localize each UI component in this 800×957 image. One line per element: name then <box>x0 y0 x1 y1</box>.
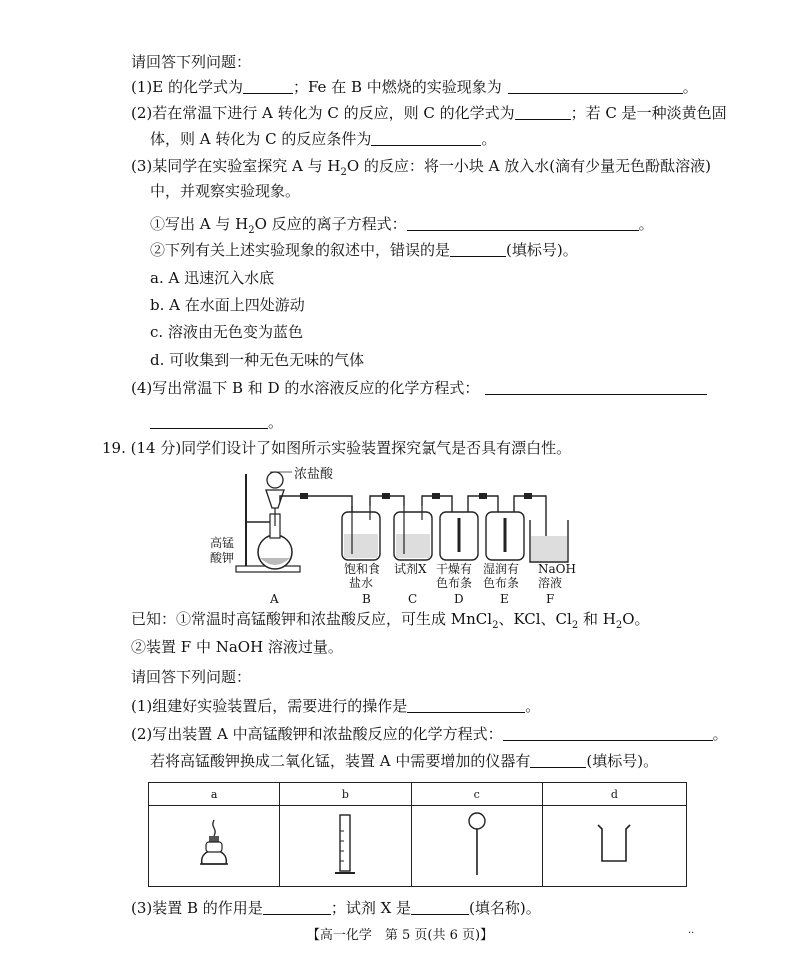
part-2-cont <box>150 751 658 771</box>
table-cell-c <box>411 806 542 887</box>
q2-end: 。 <box>481 130 497 148</box>
answer-blank[interactable] <box>407 216 639 231</box>
question-19-title: 19. (14 分)同学们设计了如图所示实验装置探究氯气是否具有漂白性。 <box>102 439 572 457</box>
option-b: b. A 在水面上四处游动 <box>150 296 305 314</box>
q3-1-text2: O 反应的离子方程式： <box>254 215 407 233</box>
answer-blank[interactable] <box>515 105 571 120</box>
q2-text: (2)若在常温下进行 A 转化为 C 的反应，则 C 的化学式为 <box>131 104 515 122</box>
label-A: A <box>270 592 279 606</box>
option-d: d. 可收集到一种无色无味的气体 <box>150 351 365 369</box>
label-d-1: 干燥有 <box>436 562 473 576</box>
option-c: c. 溶液由无色变为蓝色 <box>150 323 303 341</box>
label-kmno4-2: 酸钾 <box>210 551 235 565</box>
question-4-cont <box>150 412 283 432</box>
table-header-d: d <box>542 783 686 806</box>
q3-text2: O 的反应：将一小块 A 放入水(滴有少量无色酚酞溶液) <box>346 157 711 175</box>
question-3-1: ①写出 A 与 $H_2O$ 反应的离子方程式： 。 <box>150 215 654 236</box>
q1-end: 。 <box>682 78 698 96</box>
answer-blank[interactable] <box>530 753 586 768</box>
answer-blank[interactable] <box>450 242 506 257</box>
known-text2: 、KCl、Cl <box>498 610 572 628</box>
tube-a-b <box>280 496 352 514</box>
answer-blank[interactable] <box>243 79 293 94</box>
p2-text2: 若将高锰酸钾换成二氧化锰，装置 A 中需要增加的仪器有 <box>150 752 531 770</box>
answer-blank[interactable] <box>485 380 707 395</box>
known-1: 已知：①常温时高锰酸钾和浓盐酸反应，可生成 MnCl$_2$、KCl、$Cl_2$ 和 $H_2O$。 <box>131 610 650 631</box>
intro-line: 请回答下列问题： <box>131 53 252 71</box>
question-3: (3)某同学在实验室探究 A 与 $H_2O$ 的反应：将一小块 A 放入水(滴有少量无色酚酞溶液) <box>131 157 711 178</box>
label-F: F <box>546 592 555 606</box>
p2-text: (2)写出装置 A 中高锰酸钾和浓盐酸反应的化学方程式： <box>131 725 503 743</box>
p3-text: (3)装置 B 的作用是 <box>131 899 263 917</box>
known-text: 已知：①常温时高锰酸钾和浓盐酸反应，可生成 MnCl <box>131 610 493 628</box>
label-d-2: 色布条 <box>436 576 473 590</box>
question-1 <box>131 77 698 97</box>
table-header-c: c <box>411 783 542 806</box>
label-C: C <box>408 592 418 606</box>
question-3-cont: 中，并观察实验现象。 <box>150 182 301 200</box>
label-B: B <box>362 592 371 606</box>
part-1 <box>131 696 540 716</box>
answer-blank[interactable] <box>411 900 469 915</box>
q1-text2: ；Fe 在 B 中燃烧的实验现象为 <box>292 78 502 96</box>
q3-1-end: 。 <box>638 215 654 233</box>
q2-text3: 体，则 A 转化为 C 的反应条件为 <box>150 130 372 148</box>
table-header-b: b <box>280 783 411 806</box>
label-conc-hcl: 浓盐酸 <box>294 467 334 482</box>
answer-blank[interactable] <box>407 698 525 713</box>
p3-text2: ；试剂 X 是 <box>330 899 412 917</box>
question-2-cont <box>150 129 496 149</box>
q3-1-text: ①写出 A 与 H <box>150 215 249 233</box>
ask-line: 请回答下列问题： <box>131 668 252 686</box>
q4-text: (4)写出常温下 B 和 D 的水溶液反应的化学方程式： <box>131 379 480 397</box>
label-b-1: 饱和食 <box>344 562 381 576</box>
corner-mark: ·· <box>688 928 695 939</box>
label-kmno4-1: 高锰 <box>210 536 235 550</box>
answer-blank[interactable] <box>263 900 331 915</box>
table-cell-b <box>280 806 411 887</box>
separatory-funnel <box>266 490 284 508</box>
question-2 <box>131 103 727 123</box>
p2-text3: (填标号)。 <box>586 752 659 770</box>
option-a: a. A 迅速沉入水底 <box>150 269 275 287</box>
page-footer: 【高一化学 第 5 页(共 6 页)】 <box>306 928 494 943</box>
answer-blank[interactable] <box>508 79 683 94</box>
known-text4: O。 <box>622 610 650 628</box>
label-c: 试剂X <box>394 562 427 576</box>
instrument-table <box>148 782 687 887</box>
table-header-a: a <box>149 783 280 806</box>
p3-text3: (填名称)。 <box>469 899 541 917</box>
answer-blank[interactable] <box>150 414 268 429</box>
label-b-2: 盐水 <box>349 576 374 590</box>
label-e-1: 湿润有 <box>483 562 520 576</box>
table-cell-a <box>149 806 280 887</box>
table-cell-d <box>542 806 686 887</box>
label-D: D <box>454 592 464 606</box>
question-3-2 <box>150 240 578 260</box>
round-flask-icon <box>457 809 497 879</box>
graduated-cylinder-icon <box>325 811 365 877</box>
question-4 <box>131 378 707 398</box>
label-e-2: 色布条 <box>483 576 520 590</box>
beaker-icon <box>592 819 636 869</box>
q1-text: (1)E 的化学式为 <box>131 78 243 96</box>
label-f-2: 溶液 <box>538 576 563 590</box>
label-f-1: NaOH <box>538 562 576 576</box>
p1-end: 。 <box>525 697 541 715</box>
p1-text: (1)组建好实验装置后，需要进行的操作是 <box>131 697 408 715</box>
alcohol-lamp-icon <box>194 816 234 872</box>
answer-blank[interactable] <box>371 131 481 146</box>
part-3 <box>131 898 541 918</box>
known-2: ②装置 F 中 NaOH 溶液过量。 <box>131 638 343 656</box>
label-E: E <box>500 592 509 606</box>
q4-end: 。 <box>268 413 284 431</box>
known-text3: 和 H <box>578 610 616 628</box>
q2-text2: ；若 C 是一种淡黄色固 <box>570 104 727 122</box>
q3-2-text: ②下列有关上述实验现象的叙述中，错误的是 <box>150 241 451 259</box>
q3-text: (3)某同学在实验室探究 A 与 H <box>131 157 341 175</box>
answer-blank[interactable] <box>503 726 713 741</box>
part-2 <box>131 724 728 744</box>
q3-2-text2: (填标号)。 <box>506 241 578 259</box>
p2-end: 。 <box>712 725 728 743</box>
